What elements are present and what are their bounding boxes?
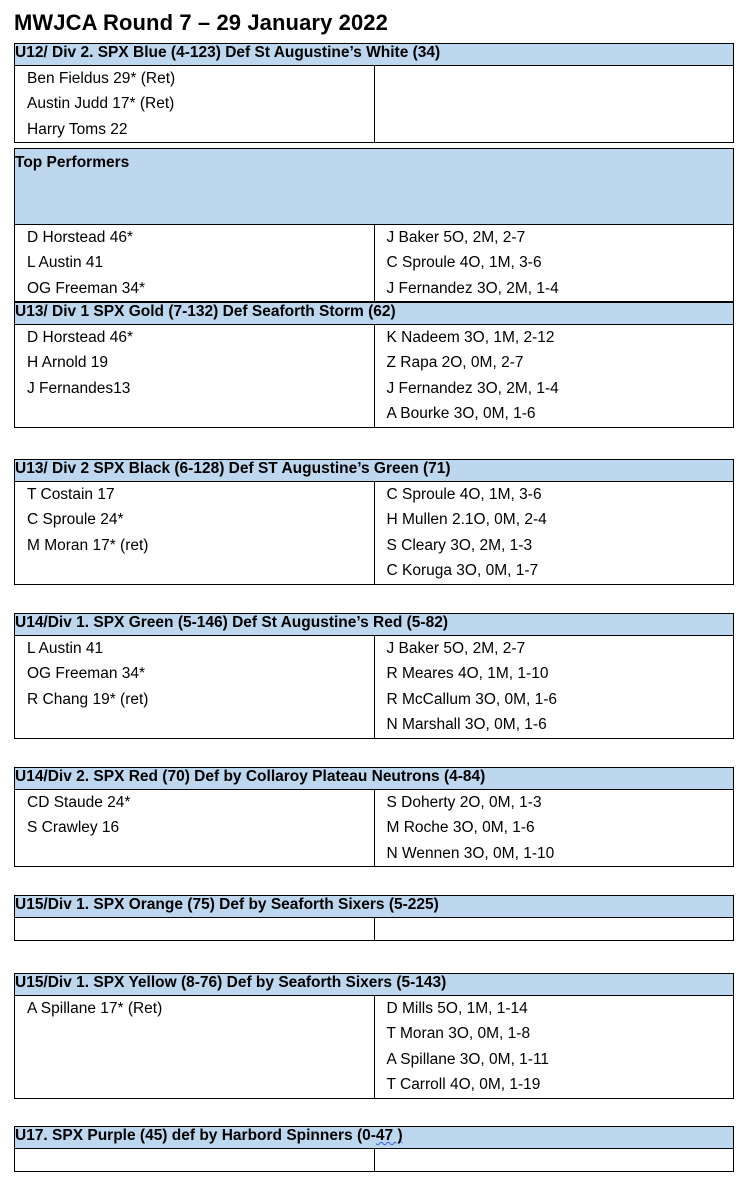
batting-cell (15, 325, 375, 428)
batting-cell (15, 918, 375, 941)
bowling-line: C Sproule 4O, 1M, 3-6 (386, 254, 542, 272)
batting-cell (15, 66, 375, 143)
bowling-line: D Mills 5O, 1M, 1-14 (386, 1000, 528, 1017)
bowling-cell (374, 325, 734, 428)
bowling-line: R Meares 4O, 1M, 1-10 (386, 665, 549, 683)
page-title: MWJCA Round 7 – 29 January 2022 (14, 10, 388, 35)
bowling-line: R McCallum 3O, 0M, 1-6 (386, 690, 558, 708)
bowling-line: J Baker 5O, 2M, 2-7 (386, 640, 526, 657)
batting-line: A Spillane 17* (Ret) (27, 1000, 163, 1017)
bowling-line: S Cleary 3O, 2M, 1-3 (386, 536, 533, 554)
match-table-u13-div1 (14, 302, 734, 428)
batting-line: D Horstead 46* (27, 329, 133, 346)
bowling-line: K Nadeem 3O, 1M, 2-12 (386, 329, 555, 346)
batting-line: S Crawley 16 (27, 819, 120, 837)
batting-cell (15, 225, 375, 302)
match-table-u14-div1 (14, 613, 734, 739)
bowling-cell (374, 225, 734, 302)
bowling-line: C Sproule 4O, 1M, 3-6 (386, 486, 542, 503)
bowling-line: J Baker 5O, 2M, 2-7 (386, 229, 526, 246)
batting-cell (15, 482, 375, 585)
bowling-cell (374, 790, 734, 867)
batting-cell (15, 636, 375, 739)
batting-line: Austin Judd 17* (Ret) (27, 95, 175, 113)
match-header: U14/Div 1. SPX Green (5-146) Def St Augustine’s Red (5-82) (15, 614, 734, 636)
batting-line: OG Freeman 34* (27, 279, 146, 297)
bowling-cell (374, 66, 734, 143)
bowling-cell (374, 918, 734, 941)
match-table-u17 (14, 1126, 734, 1172)
bowling-line: C Koruga 3O, 0M, 1-7 (386, 562, 539, 580)
bowling-cell (374, 996, 734, 1099)
top-performers-header: Top Performers (15, 149, 734, 225)
bowling-line: A Bourke 3O, 0M, 1-6 (386, 405, 536, 423)
batting-line: Harry Toms 22 (27, 120, 128, 138)
batting-line: M Moran 17* (ret) (27, 536, 149, 554)
bowling-line: M Roche 3O, 0M, 1-6 (386, 819, 535, 837)
match-table-u15-div1-yellow (14, 973, 734, 1099)
batting-line: L Austin 41 (27, 640, 104, 657)
batting-line: R Chang 19* (ret) (27, 690, 149, 708)
bowling-line: J Fernandez 3O, 2M, 1-4 (386, 379, 559, 397)
batting-line: CD Staude 24* (27, 794, 131, 811)
match-header: U13/ Div 1 SPX Gold (7-132) Def Seaforth Storm (62) (15, 303, 734, 325)
top-performers-table (14, 148, 734, 302)
match-header: U15/Div 1. SPX Yellow (8-76) Def by Seaforth Sixers (5-143) (15, 974, 734, 996)
match-header: U12/ Div 2. SPX Blue (4-123) Def St Augustine’s White (34) (15, 44, 734, 66)
match-table-u15-div1-orange (14, 895, 734, 941)
match-header: U13/ Div 2 SPX Black (6-128) Def ST Augustine’s Green (71) (15, 460, 734, 482)
bowling-line: A Spillane 3O, 0M, 1-11 (386, 1050, 550, 1068)
batting-line: L Austin 41 (27, 254, 104, 272)
bowling-cell (374, 482, 734, 585)
bowling-cell (374, 1149, 734, 1172)
match-header-score: 47 ) (375, 1127, 403, 1144)
match-table-u12-div2 (14, 43, 734, 143)
match-header: U15/Div 1. SPX Orange (75) Def by Seaforth Sixers (5-225) (15, 896, 734, 918)
batting-line: OG Freeman 34* (27, 665, 146, 683)
match-header-text: U17. SPX Purple (45) def by Harbord Spinners (0- (15, 1127, 376, 1144)
match-table-u13-div2 (14, 459, 734, 585)
bowling-line: T Moran 3O, 0M, 1-8 (386, 1025, 531, 1043)
batting-line: J Fernandes13 (27, 379, 131, 397)
batting-line: C Sproule 24* (27, 511, 124, 529)
bowling-cell (374, 636, 734, 739)
bowling-line: Z Rapa 2O, 0M, 2-7 (386, 354, 524, 372)
batting-cell (15, 1149, 375, 1172)
batting-cell (15, 790, 375, 867)
bowling-line: J Fernandez 3O, 2M, 1-4 (386, 279, 559, 297)
match-table-u14-div2 (14, 767, 734, 867)
bowling-line: N Marshall 3O, 0M, 1-6 (386, 716, 547, 734)
bowling-line: N Wennen 3O, 0M, 1-10 (386, 844, 555, 862)
batting-cell (15, 996, 375, 1099)
bowling-line: T Carroll 4O, 0M, 1-19 (386, 1076, 541, 1094)
batting-line: D Horstead 46* (27, 229, 133, 246)
batting-line: Ben Fieldus 29* (Ret) (27, 70, 176, 87)
match-header: U14/Div 2. SPX Red (70) Def by Collaroy Plateau Neutrons (4-84) (15, 768, 734, 790)
bowling-line: S Doherty 2O, 0M, 1-3 (386, 794, 542, 811)
bowling-line: H Mullen 2.1O, 0M, 2-4 (386, 511, 547, 529)
batting-line: H Arnold 19 (27, 354, 108, 372)
batting-line: T Costain 17 (27, 486, 115, 503)
match-header (15, 1127, 734, 1149)
